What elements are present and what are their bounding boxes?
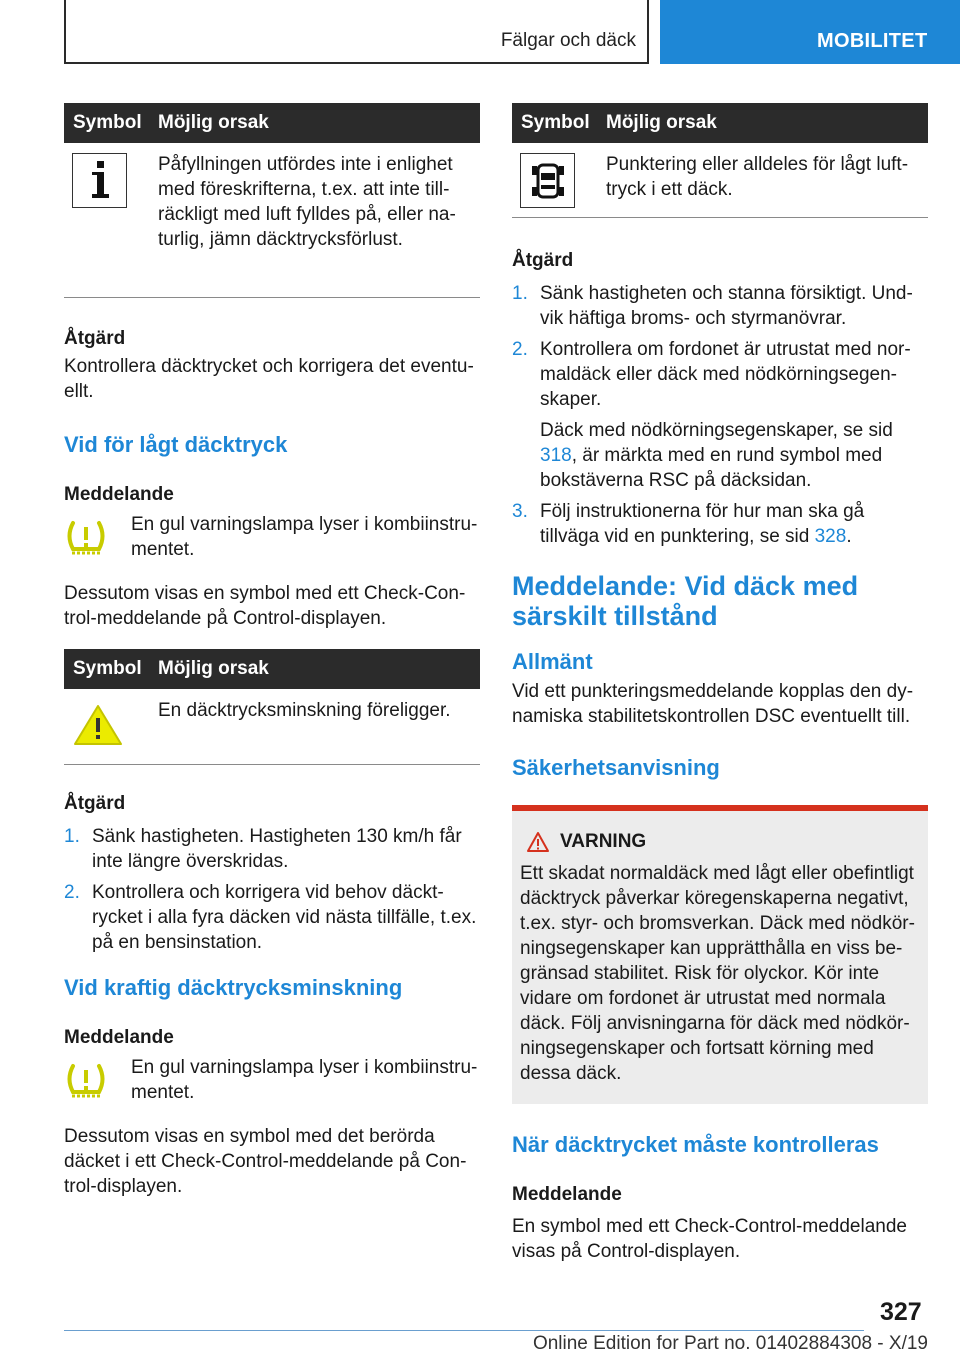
heading-special-tire-message: Meddelande: Vid däck med särskilt tillstånd — [512, 571, 859, 631]
step-number: 3. — [512, 501, 528, 522]
step-text-part: Följ instruktionerna för hur man ska gå tillväga vid en punktering, se sid — [540, 501, 865, 547]
message-block — [64, 512, 480, 563]
edition-footer: Online Edition for Part no. 01402884308 - X/19 — [532, 1333, 928, 1354]
heading-strong-pressure-loss: Vid kraftig däcktrycksminskning — [64, 975, 403, 1000]
action-heading: Åtgärd — [64, 328, 126, 349]
action-steps — [64, 824, 480, 955]
step-subnote — [540, 418, 928, 493]
warning-header — [520, 831, 920, 853]
table-row — [64, 689, 480, 765]
page-number: 327 — [880, 1298, 922, 1326]
step-number: 1. — [64, 826, 80, 847]
warning-triangle-icon — [72, 703, 124, 747]
action-steps — [512, 281, 928, 549]
table-row — [512, 143, 928, 218]
warning-triangle-icon — [526, 831, 550, 853]
page-link-318[interactable]: 318 — [540, 445, 572, 466]
message-followup: Dessutom visas en symbol med det berörda däcket i ett Check-Control-meddelande på Control-displayen. — [64, 1126, 467, 1197]
message-followup: Dessutom visas en symbol med ett Check-Control-meddelande på Control-displayen. — [64, 583, 466, 629]
col-symbol: Symbol — [521, 112, 590, 133]
step-text: Kontrollera om fordonet är utrustat med normaldäck eller däck med nödkörningsegenskaper. — [540, 339, 911, 410]
message-heading: Meddelande — [64, 484, 174, 505]
list-item — [512, 337, 928, 493]
col-cause: Möjlig orsak — [606, 112, 717, 133]
col-symbol: Symbol — [73, 112, 142, 133]
col-symbol: Symbol — [73, 658, 142, 679]
step-body — [540, 337, 928, 493]
action-heading: Åtgärd — [512, 250, 574, 271]
subnote-text: Däck med nödkörningsegenskaper, se sid — [540, 420, 893, 441]
symbol-table-puncture — [512, 103, 928, 218]
table-header — [64, 649, 480, 689]
symbol-cell — [64, 143, 158, 297]
list-item — [64, 880, 480, 955]
step-text: Kontrollera och korrigera vid behov däcktrycket i alla fyra däcken vid nästa tillfälle, t.ex. på en bensinstation. — [92, 882, 477, 953]
table-row — [64, 143, 480, 298]
table-header — [64, 103, 480, 143]
list-item — [512, 499, 928, 549]
cause-text: En däcktrycksminskning föreligger. — [158, 700, 451, 721]
step-text-part: . — [846, 526, 852, 547]
step-number: 1. — [512, 283, 528, 304]
heading-low-pressure: Vid för lågt däcktryck — [64, 432, 288, 457]
message-text: En gul varningslampa lyser i kombiinstrumentet. — [131, 1057, 478, 1103]
warning-text: Ett skadat normaldäck med lågt eller obefintligt däcktryck påverkar köregenskaperna negativt, t.ex. styr- och bromsverkan. Däck med nödkörningsegenskaper kan upprätthålla en viss begränsad stabilitet. Risk för olyckor. Kör inte vidare om fordonet är utrustat med normala däck. Följ anvisningarna för däck med nödkörningsegenskaper och fortsatt körning med dessa däck. — [520, 863, 915, 1084]
cause-text: Påfyllningen utfördes inte i enlighet med föreskrifterna, t.ex. att inte tillräckligt med luft fylldes på, eller naturlig, jämn däcktrycksförlust. — [158, 154, 456, 250]
symbol-cell — [512, 143, 606, 217]
action-text: Kontrollera däcktrycket och korrigera det eventuellt. — [64, 356, 474, 402]
icon-slot — [64, 1055, 131, 1106]
info-icon — [72, 153, 127, 208]
symbol-table-info — [64, 103, 480, 298]
message-text: En gul varningslampa lyser i kombiinstrumentet. — [131, 514, 478, 560]
chapter-tab[interactable]: MOBILITET — [660, 0, 960, 64]
step-text: Sänk hastigheten och stanna försiktigt. Undvik häftiga broms- och styrmanövrar. — [540, 283, 913, 329]
list-item — [64, 824, 480, 874]
col-cause: Möjlig orsak — [158, 112, 269, 133]
footer-divider — [64, 1330, 864, 1331]
action-heading: Åtgärd — [64, 793, 126, 814]
message-block — [64, 1055, 480, 1106]
heading-safety: Säkerhetsanvisning — [512, 755, 720, 780]
step-number: 2. — [512, 339, 528, 360]
icon-slot — [64, 512, 131, 563]
tire-pressure-warning-icon — [64, 520, 108, 558]
right-column — [512, 103, 928, 1264]
symbol-cell — [64, 689, 158, 764]
step-number: 2. — [64, 882, 80, 903]
col-cause: Möjlig orsak — [158, 658, 269, 679]
cause-text: Punktering eller alldeles för lågt lufttryck i ett däck. — [606, 154, 909, 200]
heading-when-check: När däcktrycket måste kontrolleras — [512, 1132, 879, 1157]
warning-title: VARNING — [560, 831, 647, 852]
tire-pressure-warning-icon — [64, 1063, 108, 1101]
symbol-table-warning — [64, 649, 480, 765]
message-heading: Meddelande — [64, 1027, 174, 1048]
page-link-328[interactable]: 328 — [814, 526, 847, 547]
step-text: Sänk hastigheten. Hastigheten 130 km/h får inte längre överskridas. — [92, 826, 462, 872]
warning-box — [512, 805, 928, 1104]
subnote-text: , är märkta med en rund symbol med bokstäverna RSC på däcksidan. — [540, 445, 883, 491]
left-column — [64, 103, 480, 1199]
list-item — [512, 281, 928, 331]
heading-general: Allmänt — [512, 649, 593, 674]
general-text: Vid ett punkteringsmeddelande kopplas den dynamiska stabilitetskontrollen DSC eventuellt till. — [512, 681, 914, 727]
message-text: En symbol med ett Check-Control-meddelande visas på Control-displayen. — [512, 1216, 907, 1262]
car-tire-puncture-icon — [520, 153, 575, 208]
table-header — [512, 103, 928, 143]
message-heading: Meddelande — [512, 1184, 622, 1205]
section-title: Fälgar och däck — [500, 30, 636, 51]
step-text — [540, 499, 928, 549]
